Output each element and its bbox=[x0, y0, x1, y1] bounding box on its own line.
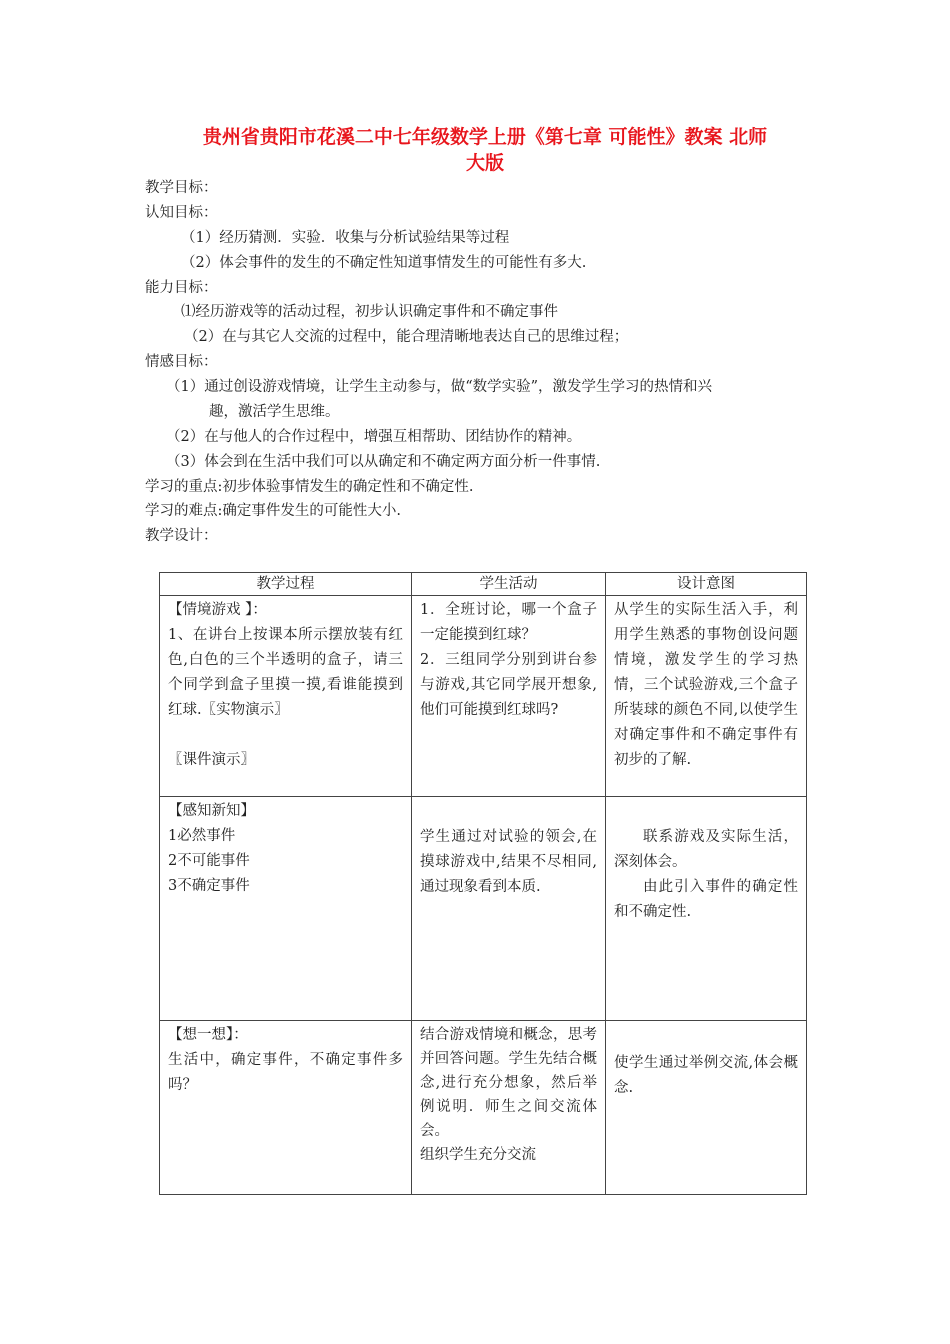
key-point: 学习的重点:初步体验事情发生的确定性和不确定性. bbox=[145, 479, 474, 495]
intent-cell bbox=[606, 596, 807, 797]
process-cell bbox=[160, 1021, 412, 1195]
intent-text: 使学生通过举例交流,体会概念. bbox=[614, 1055, 798, 1096]
objectives-heading: 教学目标： bbox=[145, 180, 218, 196]
difficulty: 学习的难点:确定事件发生的可能性大小. bbox=[145, 503, 401, 519]
emotion-item-3: （3）体会到在生活中我们可以从确定和不确定两方面分析一件事情. bbox=[166, 454, 601, 470]
emotion-item-1-cont: 趣，激活学生思维。 bbox=[209, 404, 340, 420]
process-heading: 【想一想】： bbox=[168, 1027, 248, 1043]
cognitive-item-1: （1）经历猜测．实验．收集与分析试验结果等过程 bbox=[181, 230, 510, 246]
ability-heading: 能力目标： bbox=[145, 280, 218, 296]
process-heading: 【感知新知】 bbox=[168, 803, 255, 819]
intent-text-1: 联系游戏及实际生活，深刻体会。 bbox=[614, 829, 798, 870]
intent-text: 从学生的实际生活入手，利用学生熟悉的事物创设问题情境，激发学生的学习热情，三个试验游戏,三个盒子所装球的颜色不同,以使学生对确定事件和不确定事件有初步的了解. bbox=[614, 602, 798, 768]
process-item: 1必然事件 bbox=[168, 828, 236, 844]
intent-text-2: 由此引入事件的确定性和不确定性. bbox=[614, 879, 798, 920]
table-row bbox=[160, 1021, 807, 1195]
process-cell bbox=[160, 797, 412, 1021]
process-spacer bbox=[168, 723, 403, 748]
activity-cell bbox=[412, 596, 606, 797]
activity-cell bbox=[412, 1021, 606, 1195]
emotion-item-2: （2）在与他人的合作过程中，增强互相帮助、团结协作的精神。 bbox=[166, 429, 582, 445]
intent-cell bbox=[606, 797, 807, 1021]
activity-text-2: 2．三组同学分别到讲台参与游戏,其它同学展开想象,他们可能摸到红球吗? bbox=[420, 652, 597, 718]
process-cell bbox=[160, 596, 412, 797]
process-note: 〖课件演示〗 bbox=[168, 752, 255, 768]
emotion-item-1: （1）通过创设游戏情境，让学生主动参与，做“数学实验”，激发学生学习的热情和兴 bbox=[166, 379, 713, 395]
table-row bbox=[160, 797, 807, 1021]
ability-item-2: （2）在与其它人交流的过程中，能合理清晰地表达自己的思维过程； bbox=[184, 329, 629, 345]
cognitive-item-2: （2）体会事件的发生的不确定性知道事情发生的可能性有多大. bbox=[181, 255, 587, 271]
title-line-1: 贵州省贵阳市花溪二中七年级数学上册《第七章 可能性》教案 北师 bbox=[202, 126, 768, 148]
table-header-row bbox=[160, 573, 807, 596]
table-row bbox=[160, 596, 807, 797]
header-intent: 设计意图 bbox=[606, 573, 807, 596]
ability-item-1: ⑴经历游戏等的活动过程，初步认识确定事件和不确定事件 bbox=[181, 304, 558, 320]
title-line-2: 大版 bbox=[465, 152, 504, 174]
emotion-heading: 情感目标： bbox=[145, 354, 218, 370]
process-text: 生活中，确定事件，不确定事件多吗？ bbox=[168, 1052, 403, 1093]
activity-text-1: 结合游戏情境和概念，思考并回答问题。学生先结合概念,进行充分想象，然后举例说明．师生之间交流体会。 bbox=[420, 1027, 597, 1139]
activity-text-2: 组织学生充分交流 bbox=[420, 1147, 536, 1163]
document-title bbox=[140, 124, 830, 176]
cognitive-heading: 认知目标： bbox=[145, 205, 218, 221]
teaching-design-table bbox=[159, 572, 807, 1195]
activity-text-1: 1．全班讨论，哪一个盒子一定能摸到红球？ bbox=[420, 602, 597, 643]
process-text: 1、在讲台上按课本所示摆放装有红色,白色的三个半透明的盒子，请三个同学到盒子里摸一摸,看谁能摸到红球.〖实物演示〗 bbox=[168, 627, 403, 718]
process-heading: 【情境游戏 】： bbox=[168, 602, 267, 618]
process-item: 2不可能事件 bbox=[168, 853, 250, 869]
header-activity: 学生活动 bbox=[412, 573, 606, 596]
process-item: 3不确定事件 bbox=[168, 878, 250, 894]
intent-cell bbox=[606, 1021, 807, 1195]
activity-text-1: 学生通过对试验的领会,在摸球游戏中,结果不尽相同,通过现象看到本质. bbox=[420, 829, 597, 895]
design-heading: 教学设计： bbox=[145, 528, 218, 544]
activity-cell bbox=[412, 797, 606, 1021]
header-process: 教学过程 bbox=[160, 573, 412, 596]
